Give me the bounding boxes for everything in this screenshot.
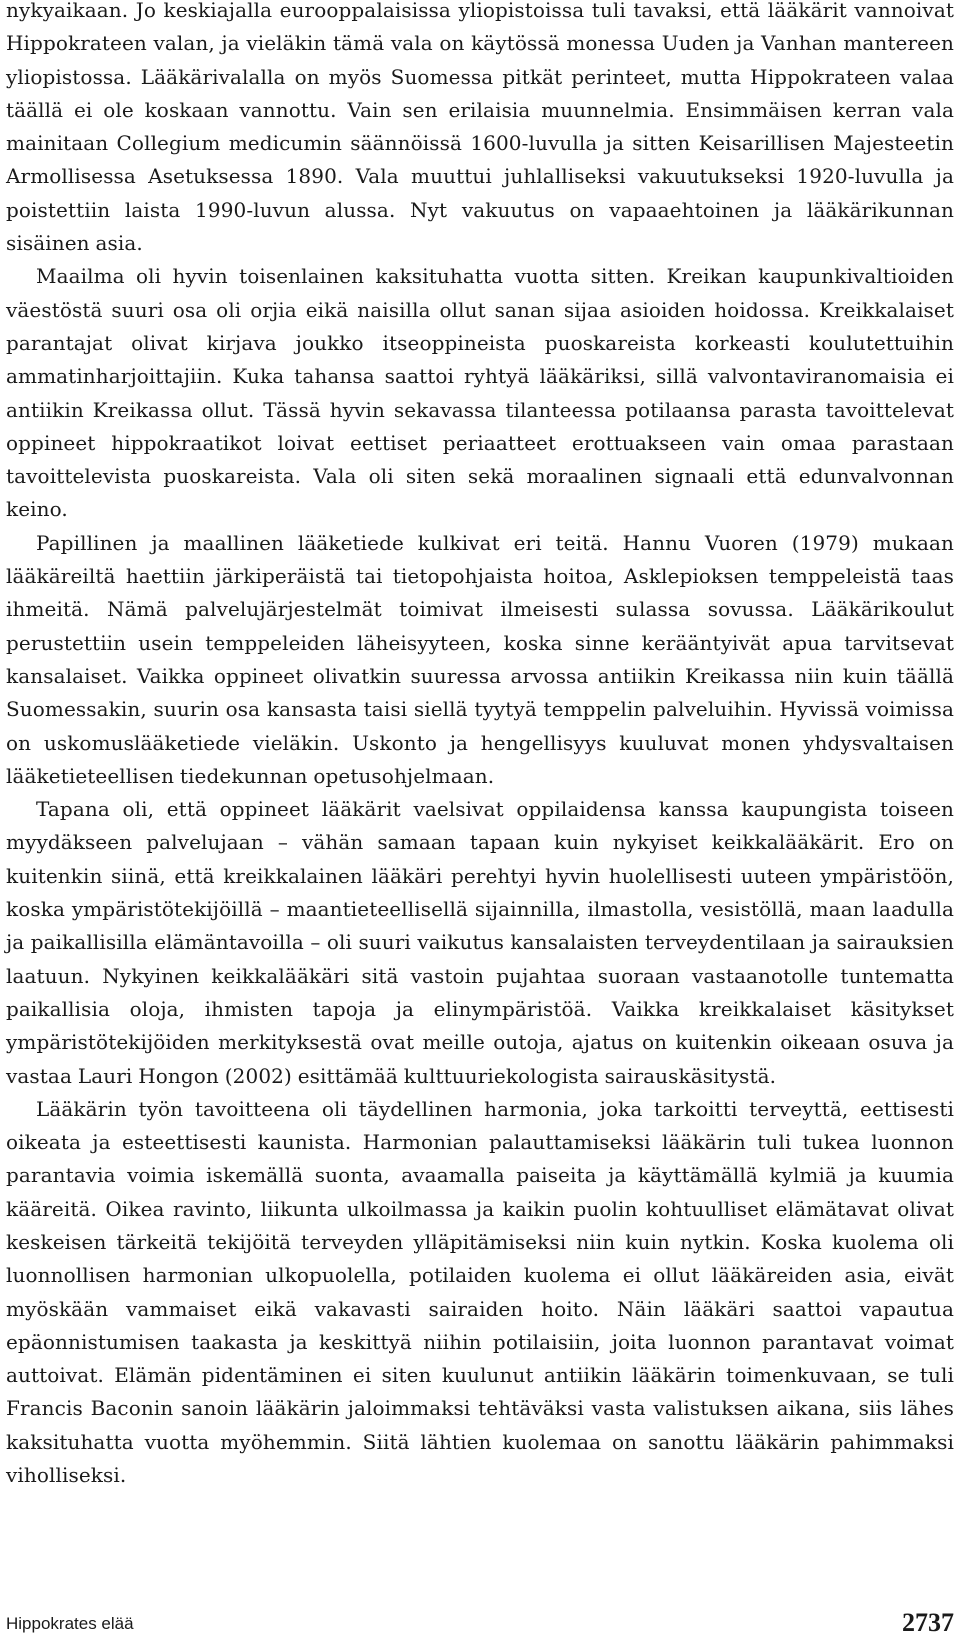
paragraph-1: nykyaikaan. Jo keskiajalla eurooppalaisissa yliopistoissa tuli tavaksi, että lääkärit vannoivat Hippokrateen valan, ja vieläkin tämä vala on käytössä monessa Uuden ja Vanhan mantereen yliopistossa. Lääkärivalalla on myös Suomessa pitkät perinteet, mutta Hippokrateen valaa täällä ei ole koskaan vannottu. Vain sen erilaisia muunnelmia. Ensimmäisen kerran vala mainitaan Collegium medicumin säännöissä 1600-luvulla ja sitten Keisarillisen Majesteetin Armollisessa Asetuksessa 1890. Vala muuttui juhlalliseksi vakuutukseksi 1920-luvulla ja poistettiin laista 1990-luvun alussa. Nyt vakuutus on vapaaehtoinen ja lääkärikunnan sisäinen asia. [6, 0, 954, 256]
paragraph-4: Tapana oli, että oppineet lääkärit vaelsivat oppilaidensa kanssa kaupungista toiseen myydäkseen palvelujaan – vähän samaan tapaan kuin nykyiset keikkalääkärit. Ero on kuitenkin siinä, että kreikkalainen lääkäri perehtyi hyvin huolellisesti uuteen ympäristöön, koska ympäristötekijöillä – maantieteellisellä sijainnilla, ilmastolla, vesistöllä, maan laadulla ja paikallisilla elämäntavoilla – oli suuri vaikutus kansalaisten terveydentilaan ja sairauksien laatuun. Nykyinen keikkalääkäri sitä vastoin pujahtaa suoraan vastaanotolle tuntematta paikallisia oloja, ihmisten tapoja ja elinympäristöä. Vaikka kreikkalaiset käsitykset ympäristötekijöiden merkityksestä ovat meille outoja, ajatus on kuitenkin oikeaan osuva ja vastaa Lauri Hongon (2002) esittämää kulttuuriekologista sairauskäsitystä. [6, 797, 954, 1088]
page-footer [0, 1604, 960, 1644]
paragraph-2: Maailma oli hyvin toisenlainen kaksituhatta vuotta sitten. Kreikan kaupunkivaltioiden väestöstä suuri osa oli orjia eikä naisilla ollut sanan sijaa asioiden hoidossa. Kreikkalaiset parantajat olivat kirjava joukko itseoppineista puoskareista korkeasti koulutettuihin ammatinharjoittajiin. Kuka tahansa saattoi ryhtyä lääkäriksi, sillä valvontaviranomaisia ei antiikin Kreikassa ollut. Tässä hyvin sekavassa tilanteessa potilaansa parasta tavoittelevat oppineet hippokraatikot loivat eettiset periaatteet erottuakseen vain omaa parastaan tavoittelevista puoskareista. Vala oli siten sekä moraalinen signaali että edunvalvonnan keino. [6, 264, 954, 522]
paragraph-5: Lääkärin työn tavoitteena oli täydellinen harmonia, joka tarkoitti terveyttä, eettisesti oikeata ja esteettisesti kaunista. Harmonian palauttamiseksi lääkärin tuli tukea luonnon parantavia voimia iskemällä suonta, avaamalla paiseita ja käyttämällä kylmiä ja kuumia kääreitä. Oikea ravinto, liikunta ulkoilmassa ja kaikin puolin kohtuulliset elämätavat olivat keskeisen tärkeitä tekijöitä terveyden ylläpitämiseksi niin kuin nytkin. Koska kuolema oli luonnollisen harmonian ulkopuolella, potilaiden kuolema ei ollut lääkäreiden asia, eivät myöskään vammaiset eikä vakavasti sairaiden hoito. Näin lääkäri saattoi vapautua epäonnistumisen taakasta ja keskittyä niihin potilaisiin, joita luonnon parantavat voimat auttoivat. Elämän pidentäminen ei siten kuulunut antiikin lääkärin toimenkuvaan, se tuli Francis Baconin sanoin lääkärin jaloimmaksi tehtäväksi vasta valistuksen aikana, siis lähes kaksituhatta vuotta myöhemmin. Siitä lähtien kuolemaa on sanottu lääkärin pahimmaksi viholliseksi. [6, 1096, 954, 1488]
publication-title: Hippokrates elää [6, 1614, 134, 1633]
article-body [6, 0, 954, 1492]
page-number: 2737 [902, 1608, 954, 1637]
paragraph-3: Papillinen ja maallinen lääketiede kulkivat eri teitä. Hannu Vuoren (1979) mukaan lääkäreiltä haettiin järkiperäistä tai tietopohjaista hoitoa, Asklepioksen temppeleistä taas ihmeitä. Nämä palvelujärjestelmät toimivat ilmeisesti sulassa sovussa. Lääkärikoulut perustettiin usein temppeleiden läheisyyteen, koska sinne kerääntyivät apua tarvitsevat kansalaiset. Vaikka oppineet olivatkin suuressa arvossa antiikin Kreikassa niin kuin täällä Suomessakin, suurin osa kansasta taisi siellä tyytyä temppelin palveluihin. Hyvissä voimissa on uskomuslääketiede vieläkin. Uskonto ja hengellisyys kuuluvat monen yhdysvaltaisen lääketieteellisen tiedekunnan opetusohjelmaan. [6, 530, 954, 788]
